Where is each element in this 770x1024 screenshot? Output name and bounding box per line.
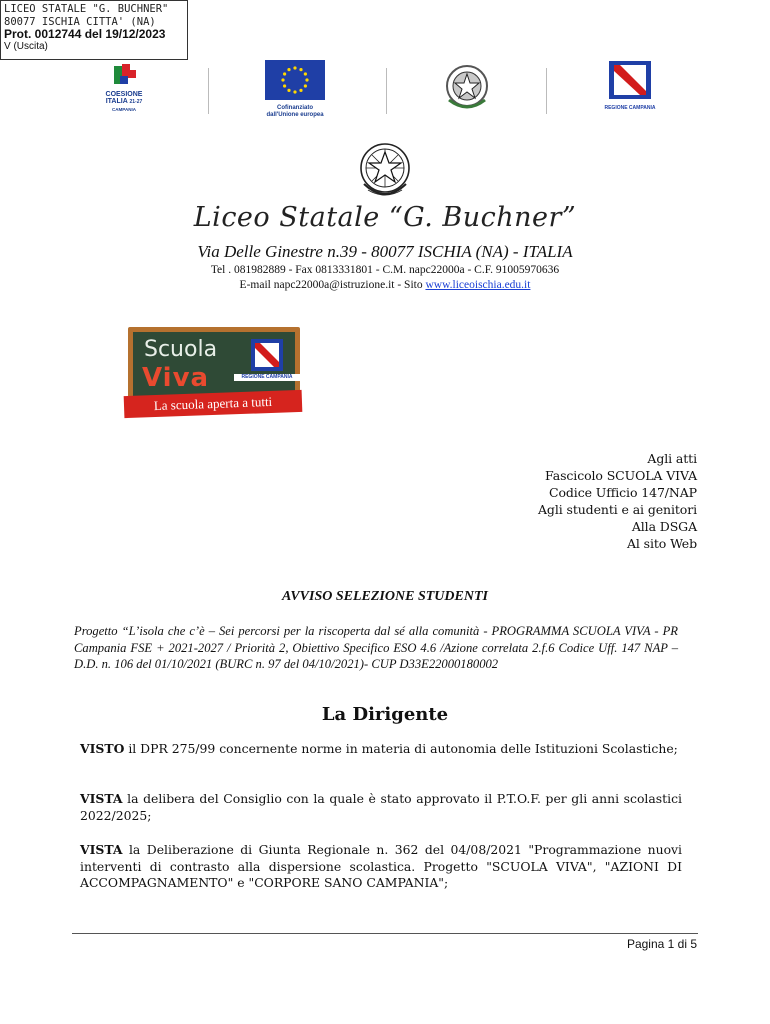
logo-divider [386,68,387,114]
logo-divider [208,68,209,114]
paragraph-lead: VISTO [80,741,125,756]
eu-star-icon [305,78,308,81]
republic-emblem-center [358,140,412,202]
protocol-stamp [0,0,188,60]
paragraph-text: il DPR 275/99 concernente norme in materia di autonomia delle Istituzioni Scolastiche; [124,741,678,756]
coesione-label-4: CAMPANIA [112,107,136,112]
regione-label: REGIONE CAMPANIA [604,105,656,111]
scuola-viva-logo [124,327,304,423]
scuola-viva-banner: La scuola aperta a tutti [124,390,303,418]
website-link[interactable]: www.liceoischia.edu.it [425,279,531,291]
paragraph-vista-delibera [80,842,682,892]
paragraph-text: la delibera del Consiglio con la quale è stato approvato il P.T.O.F. per gli anni scolastici 2022/2025; [80,791,682,823]
notice-title: AVVISO SELEZIONE STUDENTI [282,589,488,604]
school-contacts [0,263,770,293]
phone-fax-codes: Tel . 081982889 - Fax 0813331801 - C.M. napc22000a - C.F. 91005970636 [210,264,560,276]
eu-cofinanced-logo [262,60,328,118]
scuola-text: Scuola [144,337,218,362]
regione-campania-logo [598,60,662,114]
italian-republic-emblem [444,62,490,112]
republic-emblem-icon [444,62,490,112]
eu-star-icon [283,84,286,87]
recipient-line: Fascicolo SCUOLA VIVA [545,468,697,483]
eu-star-icon [299,68,302,71]
coesione-label-3: 21-27 [129,99,143,105]
paragraph-text: la Deliberazione di Giunta Regionale n. 362 del 04/08/2021 "Programmazione nuovi interventi di contrasto alla dispersione scolastica. Progetto "SCUOLA VIVA", "AZIONI DI ACCOMPAGNAMENTO" e "CORPORE SANO CAMPANIA"; [80,842,682,890]
stamp-line-city: 80077 ISCHIA CITTA' (NA) [4,15,156,28]
recipient-line: Agli studenti e ai genitori [538,502,697,517]
viva-text: Viva [142,363,210,393]
recipient-line: Alla DSGA [631,519,697,534]
dirigente-heading: La Dirigente [321,704,449,725]
eu-star-icon [287,68,290,71]
eu-flag-icon [265,60,325,100]
stamp-line-school: LICEO STATALE "G. BUCHNER" [4,3,169,15]
eu-star-icon [287,89,290,92]
eu-star-icon [304,84,307,87]
page-number: Pagina 1 di 5 [626,937,697,951]
eu-star-icon [293,66,296,69]
school-name: Liceo Statale “G. Buchner” [193,202,577,233]
recipient-line: Al sito Web [626,536,697,551]
recipient-line: Agli atti [647,451,697,466]
regione-campania-label: REGIONE CAMPANIA [234,374,300,381]
footer-divider [72,933,698,934]
coesione-label-1: COESIONE [105,91,143,98]
eu-label-1: Cofinanziato [277,105,313,111]
paragraph-lead: VISTA [80,791,123,806]
paragraph-lead: VISTA [80,842,123,857]
paragraph-visto [80,741,682,758]
email-website-line [0,278,770,293]
coesione-label-2: ITALIA [105,98,128,105]
email-text: E-mail napc22000a@istruzione.it - Sito [239,279,426,291]
eu-label-2: dall'Unione europea [266,112,324,118]
project-description: Progetto “L’isola che c’è – Sei percorsi per la riscoperta dal sé alla comunità - PROGRAMMA SCUOLA VIVA - PR Campania FSE + 2021-2027 / Priorità 2, Obiettivo Specifico ESO 4.6 /Azione correlata 2.f.6 Codice Uff. 147 NAP – D.D. n. 106 del 01/10/2021 (BURC n. 97 del 04/10/2021)- CUP D33E22000180002 [74,624,678,671]
school-address: Via Delle Ginestre n.39 - 80077 ISCHIA (NA) - ITALIA [197,242,573,261]
campania-shield-icon [251,339,283,371]
logo-divider [546,68,547,114]
eu-star-icon [304,72,307,75]
eu-star-icon [293,90,296,93]
stamp-direction: V (Uscita) [4,40,48,52]
campania-shield-icon [608,60,652,100]
stamp-protocol-number: Prot. 0012744 del 19/12/2023 [4,27,166,41]
paragraph-vista-ptof [80,791,682,824]
coesione-italia-logo [100,62,148,116]
recipients-list [538,450,697,552]
eu-star-icon [299,89,302,92]
recipient-line: Codice Ufficio 147/NAP [549,485,697,500]
coesione-arrows-icon [100,62,148,86]
eu-star-icon [281,78,284,81]
eu-star-icon [283,72,286,75]
republic-star-emblem-icon [358,140,412,202]
